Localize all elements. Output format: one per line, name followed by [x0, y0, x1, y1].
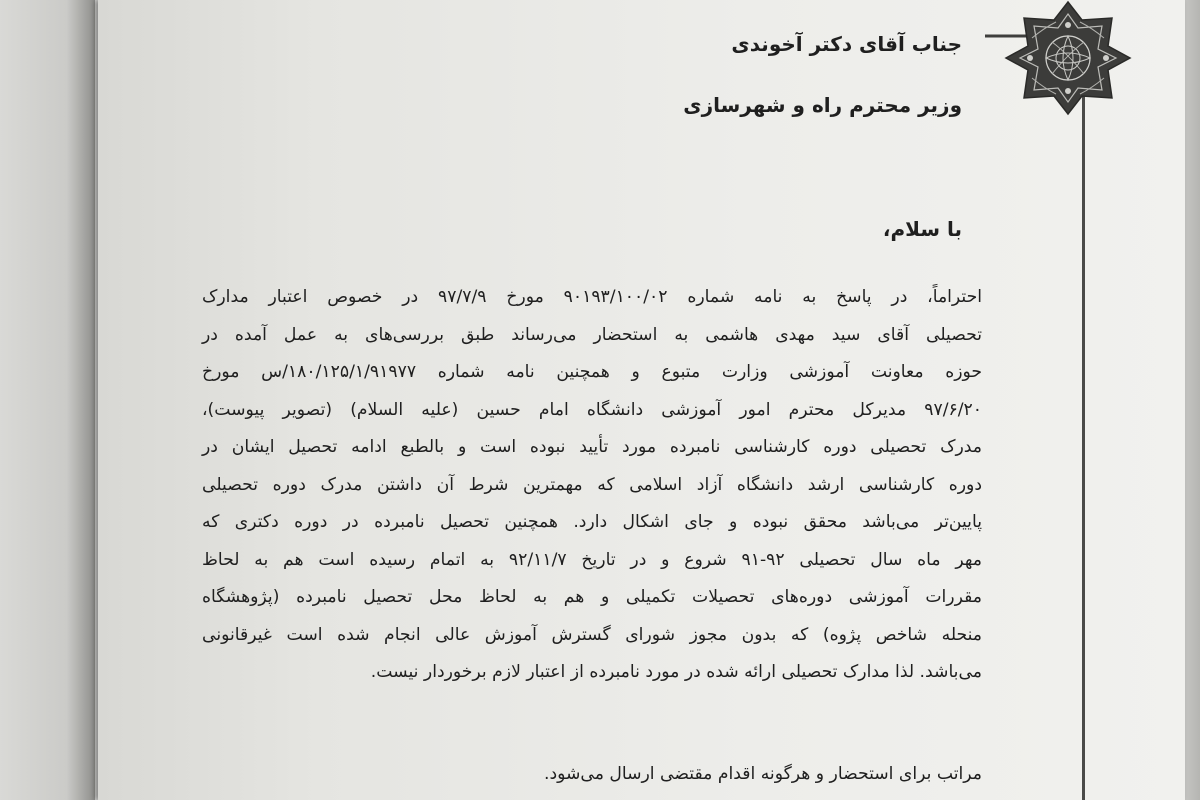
- letter-body: [202, 279, 982, 692]
- body-line: حوزه معاونت آموزشی وزارت متبوع و همچنین نامه شماره ۱۸۰/۱۲۵/۱/۹۱۹۷۷/س مورخ: [202, 362, 982, 382]
- body-line: مهر ماه سال تحصیلی ۹۲-۹۱ شروع و در تاریخ ۹۲/۱۱/۷ به اتمام رسیده است هم به لحاظ: [202, 549, 982, 570]
- body-line: مدرک تحصیلی دوره کارشناسی نامبرده مورد تأیید نبوده است و بالطبع ادامه تحصیل ایشان در: [202, 437, 982, 457]
- body-line: دوره کارشناسی ارشد دانشگاه آزاد اسلامی که مهمترین شرط آن داشتن مدرک دوره تحصیلی: [202, 474, 982, 495]
- body-line: احتراماً، در پاسخ به نامه شماره ۹۰۱۹۳/۱۰۰/۰۲ مورخ ۹۷/۷/۹ در خصوص اعتبار مدارک: [202, 287, 982, 307]
- background-left-table: [0, 0, 95, 800]
- body-line: مقررات آموزشی دوره‌های تحصیلات تکمیلی و هم به لحاظ محل تحصیل نامبرده (پژوهشگاه: [202, 587, 982, 607]
- body-line: ۹۷/۶/۲۰ مدیرکل محترم امور آموزشی دانشگاه امام حسین (علیه السلام) (تصویر پیوست)،: [202, 399, 982, 420]
- addressee-title: وزیر محترم راه و شهرسازی: [683, 93, 962, 117]
- body-line: تحصیلی آقای سید مهدی هاشمی به استحضار می‌رساند طبق بررسی‌های به عمل آمده در: [202, 324, 982, 345]
- addressee-name: جناب آقای دکتر آخوندی: [731, 32, 962, 56]
- closing-paragraph: [202, 763, 982, 786]
- background-right-edge: [1184, 0, 1200, 800]
- closing-line: مراتب برای استحضار و هرگونه اقدام مقتضی ارسال می‌شود.: [543, 764, 982, 784]
- body-line: منحله شاخص پژوه) که بدون مجوز شورای گسترش آموزش عالی انجام شده است غیرقانونی: [202, 624, 982, 645]
- body-line: می‌باشد. لذا مدارک تحصیلی ارائه شده در مورد نامبرده از اعتبار لازم برخوردار نیست.: [370, 662, 982, 682]
- islamic-star-ornament-icon: [985, 0, 1151, 118]
- margin-rule-line: [1082, 36, 1085, 800]
- greeting: با سلام،: [882, 217, 962, 241]
- body-line: پایین‌تر می‌باشد محقق نبوده و جای اشکال دارد. همچنین تحصیل نامبرده در دوره دکتری که: [202, 512, 982, 532]
